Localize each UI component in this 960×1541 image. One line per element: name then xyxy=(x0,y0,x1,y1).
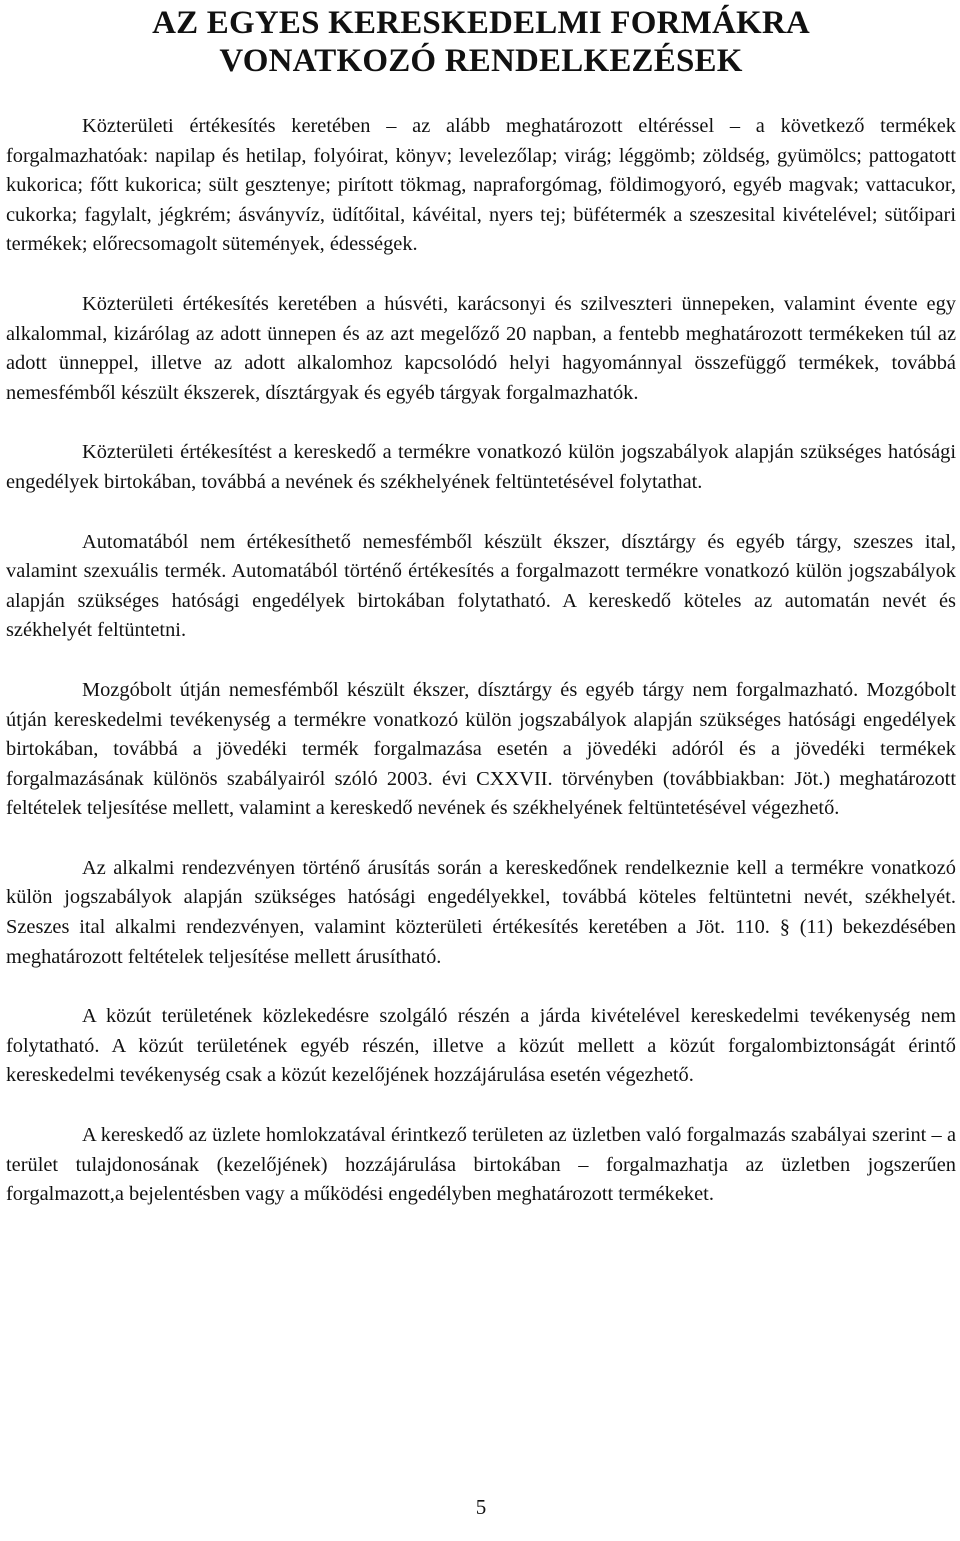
document-page xyxy=(6,0,956,1541)
page-number: 5 xyxy=(475,1495,487,1519)
paragraph-permits: Közterületi értékesítést a kereskedő a termékre vonatkozó külön jogszabályok alapján szükséges hatósági engedélyek birtokában, továbbá a nevének és székhelyének feltüntetésével folytathat. xyxy=(6,441,956,493)
document-title xyxy=(6,0,956,80)
paragraph-holiday-sales: Közterületi értékesítés keretében a húsvéti, karácsonyi és szilveszteri ünnepeken, valamint évente egy alkalommal, kizárólag az adott ünnepen és az azt megelőző 20 napban, a fentebb meghatározott termékeken túl az adott ünneppel, illetve az adott alkalomhoz kapcsolódó helyi hagyománnyal összefüggő termékek, továbbá nemesfémből készült ékszerek, dísztárgyak és egyéb tárgyak forgalmazhatók. xyxy=(6,292,956,404)
paragraph-mobile-shop: Mozgóbolt útján nemesfémből készült ékszer, dísztárgy és egyéb tárgy nem forgalmazható. Mozgóbolt útján kereskedelmi tevékenység a termékre vonatkozó külön jogszabályok alapján szükséges hatósági engedélyek birtokában, továbbá a jövedéki termék forgalmazása esetén a jövedéki adóról és a jövedéki termékek forgalmazásának különös szabályairól szóló 2003. évi CXXVII. törvényben (továbbiakban: Jöt.) meghatározott feltételek teljesítése mellett, valamint a kereskedő nevének és székhelyének feltüntetésével végezhető. xyxy=(6,678,956,820)
title-line-2: VONATKOZÓ RENDELKEZÉSEK xyxy=(219,43,743,79)
title-line-1: AZ EGYES KERESKEDELMI FORMÁKRA xyxy=(152,5,810,41)
paragraph-vending-machine: Automatából nem értékesíthető nemesfémből készült ékszer, dísztárgy és egyéb tárgy, szeszes ital, valamint szexuális termék. Automatából történő értékesítés a forgalmazott termékre vonatkozó külön jogszabályok alapján szükséges hatósági engedélyek birtokában folytatható. A kereskedő köteles az automatán nevét és székhelyét feltüntetni. xyxy=(6,530,956,642)
paragraph-public-road: A közút területének közlekedésre szolgáló részén a járda kivételével kereskedelmi tevékenység nem folytatható. A közút területének egyéb részén, illetve a közút mellett a közút forgalombiztonságát érintő kereskedelmi tevékenység csak a közút kezelőjének hozzájárulása esetén végezhető. xyxy=(6,1005,956,1087)
paragraph-shop-frontage: A kereskedő az üzlete homlokzatával érintkező területen az üzletben való forgalmazás szabályai szerint – a terület tulajdonosának (kezelőjének) hozzájárulása birtokában – forgalmazhatja az üzletben jogszerűen forgalmazott,a bejelentésben vagy a működési engedélyben meghatározott termékeket. xyxy=(6,1124,956,1206)
paragraph-public-area-sales: Közterületi értékesítés keretében – az alább meghatározott eltéréssel – a következő termékek forgalmazhatóak: napilap és hetilap, folyóirat, könyv; levelezőlap; virág; léggömb; zöldség, gyümölcs; pattogatott kukorica; főtt kukorica; sült gesztenye; pirított tökmag, napraforgómag, földimogyoró, egyéb magvak; vattacukor, cukorka; fagylalt, jégkrém; ásványvíz, üdítőital, kávéital, nyers tej; büfétermék a szeszesital kivételével; sütőipari termékek; előrecsomagolt sütemények, édességek. xyxy=(6,115,956,256)
paragraph-occasional-event: Az alkalmi rendezvényen történő árusítás során a kereskedőnek rendelkeznie kell a termékre vonatkozó külön jogszabályok alapján szükséges hatósági engedélyekkel, továbbá köteles feltüntetni nevét, székhelyét. Szeszes ital alkalmi rendezvényen, valamint közterületi értékesítés keretében a Jöt. 110. § (11) bekezdésében meghatározott feltételek teljesítése mellett árusítható. xyxy=(6,856,956,968)
